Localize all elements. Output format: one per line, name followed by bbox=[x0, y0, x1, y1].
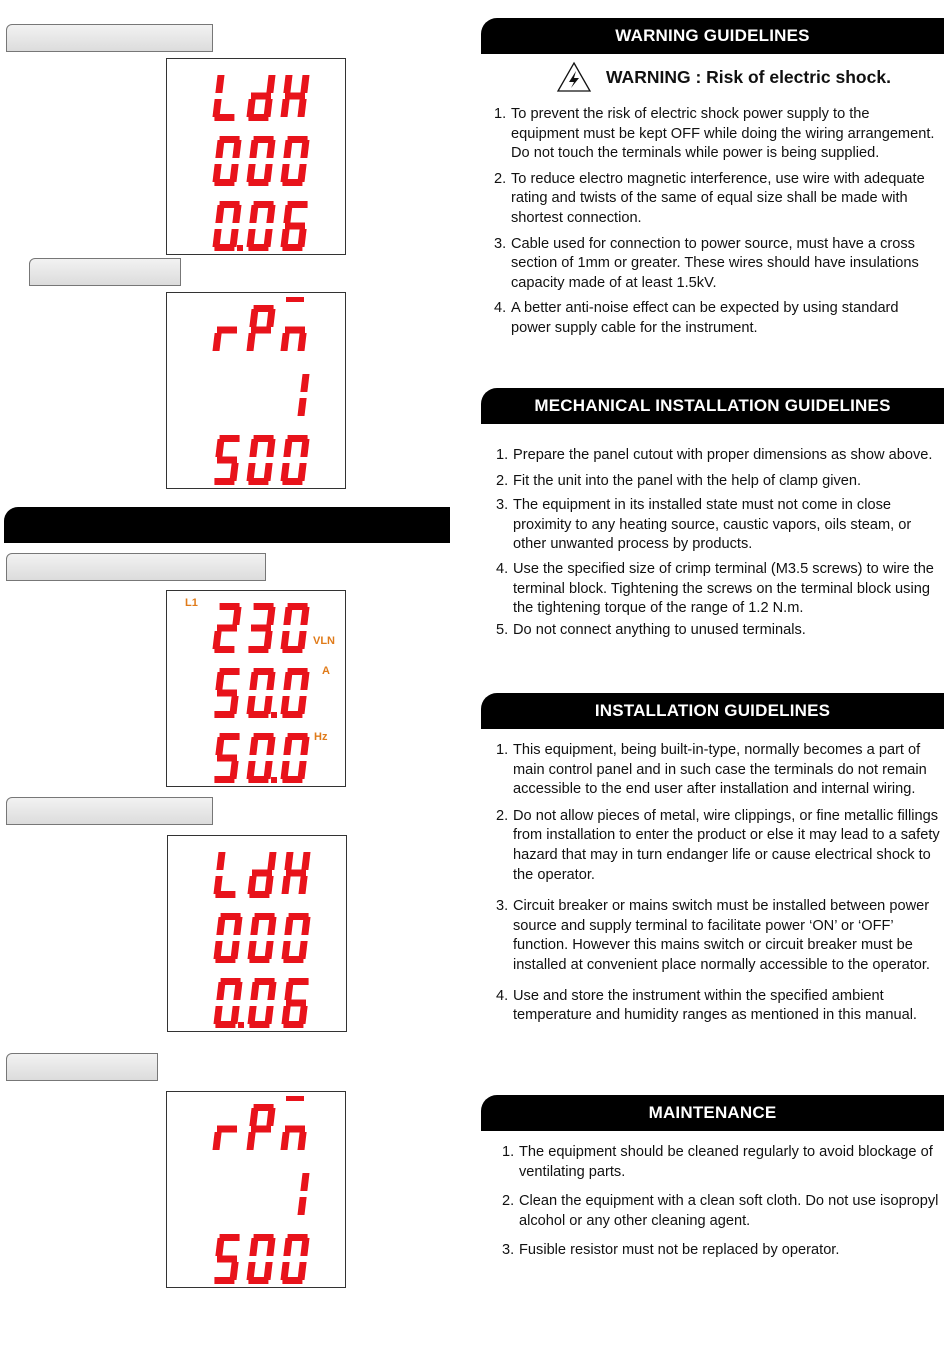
lcd-segment bbox=[249, 672, 258, 690]
mechanical-list bbox=[496, 446, 941, 646]
list-item: 4. Use and store the instrument within the specified ambient temperature and humidity ranges as mentioned in this manual. bbox=[496, 987, 917, 1024]
lcd-segment bbox=[285, 93, 305, 100]
warning-guidelines-header: WARNING GUIDELINES bbox=[481, 18, 944, 54]
lcd-segment bbox=[298, 876, 307, 894]
lcd-segment bbox=[283, 75, 292, 93]
lcd-segment bbox=[249, 1108, 258, 1126]
lcd-segment bbox=[214, 711, 234, 718]
lcd-segment bbox=[249, 737, 258, 755]
list-item: 1. The equipment should be cleaned regularly to avoid blockage of ventilating parts. bbox=[502, 1144, 933, 1180]
lcd-segment bbox=[217, 1126, 237, 1133]
lcd-segment bbox=[212, 333, 221, 351]
lcd-segment bbox=[297, 1132, 306, 1150]
lcd-segment bbox=[251, 327, 271, 334]
lcd-segment bbox=[297, 99, 306, 117]
lcd-segment bbox=[267, 852, 276, 870]
lcd-segment bbox=[249, 205, 258, 223]
lcd-panel-5 bbox=[166, 1091, 346, 1288]
lcd-segment bbox=[281, 876, 290, 894]
lcd-segment bbox=[300, 75, 309, 93]
lcd-panel-3 bbox=[166, 590, 346, 787]
lcd-segment bbox=[217, 690, 237, 697]
lcd-segment bbox=[300, 374, 309, 392]
unit-hz: Hz bbox=[314, 731, 328, 743]
lcd-overline bbox=[286, 297, 304, 302]
lcd-segment bbox=[249, 309, 258, 327]
lcd-segment bbox=[214, 1277, 234, 1284]
lcd-segment bbox=[215, 672, 224, 690]
lcd-segment bbox=[214, 776, 234, 783]
list-item: 3. Cable used for connection to power source, must have a cross section of 1mm or greater. These wires should have insulations capacity made of at least 1.5kV. bbox=[494, 235, 919, 291]
installation-list bbox=[496, 741, 941, 1032]
section-tab-3 bbox=[6, 553, 266, 581]
lcd-segment bbox=[252, 870, 272, 877]
decimal-point bbox=[271, 712, 277, 718]
lcd-segment bbox=[280, 1132, 289, 1150]
list-item: 1. This equipment, being built-in-type, normally becomes a part of main control panel and in such case the terminals do not remain accessible to the end user after installation and internal wiring. bbox=[496, 742, 927, 798]
lcd-segment bbox=[250, 917, 259, 935]
lcd-segment bbox=[280, 99, 289, 117]
list-item: 2. Clean the equipment with a clean soft cloth. Do not use isopropyl alcohol or any other cleaning agent. bbox=[502, 1193, 939, 1229]
lcd-segment bbox=[215, 737, 224, 755]
lcd-segment bbox=[215, 1238, 224, 1256]
lcd-panel-1 bbox=[166, 58, 346, 255]
lcd-segment bbox=[283, 205, 292, 223]
lcd-segment bbox=[297, 229, 306, 247]
list-item: 4. A better anti-noise effect can be expected by using standard power supply cable for the instrument. bbox=[494, 300, 899, 336]
list-item: 2. Fit the unit into the panel with the help of clamp given. bbox=[496, 472, 862, 489]
decimal-point bbox=[237, 245, 243, 251]
shock-warning-text: WARNING : Risk of electric shock. bbox=[606, 66, 891, 87]
lcd-segment bbox=[217, 755, 237, 762]
lcd-digits bbox=[167, 293, 347, 490]
lcd-segment bbox=[216, 852, 225, 870]
lcd-digits bbox=[167, 59, 347, 256]
lcd-segment bbox=[298, 1006, 307, 1024]
lcd-segment bbox=[215, 75, 224, 93]
section-header-bar bbox=[4, 507, 450, 543]
lcd-segment bbox=[249, 140, 258, 158]
list-item: 3. The equipment in its installed state must not come in close proximity to any heating source, caustic vapors, oils steam, or other unwanted process by products. bbox=[496, 497, 912, 553]
lcd-segment bbox=[284, 852, 293, 870]
lcd-overline bbox=[286, 1096, 304, 1101]
lcd-segment bbox=[301, 852, 310, 870]
lcd-segment bbox=[297, 333, 306, 351]
list-item: 3. Circuit breaker or mains switch must be installed between power source and supply terminal to facilitate power ‘ON’ or ‘OFF’ function. However this mains switch or circuit breaker must be installed at convenient place normally accessible to the operator. bbox=[496, 898, 930, 973]
list-item: 1. To prevent the risk of electric shock power supply to the equipment must be kept OFF while doing the wiring arrangement. Do not touch the terminals while power is being supplied. bbox=[494, 106, 935, 162]
lcd-segment bbox=[217, 457, 237, 464]
phase-label: L1 bbox=[185, 597, 198, 609]
maintenance-header: MAINTENANCE bbox=[481, 1095, 944, 1131]
lcd-segment bbox=[286, 1000, 306, 1007]
section-tab-4 bbox=[6, 797, 213, 825]
lcd-segment bbox=[285, 223, 305, 230]
shock-warning bbox=[556, 60, 891, 94]
lcd-segment bbox=[215, 205, 224, 223]
lcd-segment bbox=[251, 625, 271, 632]
unit-vln: VLN bbox=[313, 635, 335, 647]
lcd-segment bbox=[216, 917, 225, 935]
lcd-segment bbox=[251, 1126, 271, 1133]
electric-shock-icon bbox=[556, 61, 592, 93]
lcd-panel-4 bbox=[167, 835, 347, 1032]
lcd-segment bbox=[249, 439, 258, 457]
lcd-segment bbox=[251, 93, 271, 100]
decimal-point bbox=[238, 1022, 244, 1028]
list-item: 4. Use the specified size of crimp terminal (M3.5 screws) to wire the terminal block. Tightening the screws on the terminal block using the tightening torque of the range of 1.2 N.m. bbox=[496, 560, 934, 617]
lcd-segment bbox=[215, 140, 224, 158]
lcd-segment bbox=[283, 672, 292, 690]
lcd-segment bbox=[215, 891, 235, 898]
warning-list bbox=[494, 105, 939, 345]
lcd-digits bbox=[167, 1092, 347, 1289]
lcd-segment bbox=[283, 439, 292, 457]
decimal-point bbox=[271, 777, 277, 783]
lcd-segment bbox=[283, 607, 292, 625]
maintenance-list bbox=[502, 1143, 942, 1267]
lcd-segment bbox=[283, 1238, 292, 1256]
lcd-panel-2 bbox=[166, 292, 346, 489]
lcd-segment bbox=[285, 1126, 305, 1133]
lcd-segment bbox=[212, 1132, 221, 1150]
lcd-segment bbox=[280, 333, 289, 351]
lcd-segment bbox=[250, 982, 259, 1000]
lcd-segment bbox=[266, 75, 275, 93]
lcd-segment bbox=[284, 982, 293, 1000]
lcd-segment bbox=[248, 646, 268, 653]
lcd-segment bbox=[249, 1238, 258, 1256]
lcd-segment bbox=[217, 1256, 237, 1263]
lcd-segment bbox=[214, 646, 234, 653]
installation-guidelines-header: INSTALLATION GUIDELINES bbox=[481, 693, 944, 729]
lcd-segment bbox=[215, 439, 224, 457]
list-item: 2. To reduce electro magnetic interference, use wire with adequate rating and twists of the same of equal size shall be made with shortest connection. bbox=[494, 170, 925, 226]
lcd-segment bbox=[300, 1173, 309, 1191]
list-item: 1. Prepare the panel cutout with proper dimensions as show above. bbox=[496, 447, 933, 463]
lcd-segment bbox=[216, 982, 225, 1000]
mechanical-installation-header: MECHANICAL INSTALLATION GUIDELINES bbox=[481, 388, 944, 424]
lcd-segment bbox=[283, 140, 292, 158]
list-item: 3. Fusible resistor must not be replaced by operator. bbox=[502, 1242, 840, 1259]
lcd-segment bbox=[246, 333, 255, 351]
lcd-segment bbox=[286, 870, 306, 877]
section-tab-2 bbox=[29, 258, 181, 286]
lcd-segment bbox=[285, 327, 305, 334]
lcd-segment bbox=[297, 1197, 306, 1215]
lcd-segment bbox=[297, 398, 306, 416]
lcd-digits bbox=[168, 836, 348, 1033]
lcd-segment bbox=[217, 625, 237, 632]
lcd-segment bbox=[217, 327, 237, 334]
lcd-segment bbox=[214, 478, 234, 485]
list-item: 5. Do not connect anything to unused terminals. bbox=[496, 621, 806, 638]
lcd-segment bbox=[214, 114, 234, 121]
lcd-segment bbox=[283, 737, 292, 755]
section-tab-5 bbox=[6, 1053, 158, 1081]
lcd-digits bbox=[167, 591, 347, 788]
lcd-segment bbox=[246, 1132, 255, 1150]
list-item: 2. Do not allow pieces of metal, wire clippings, or fine metallic fillings from installation to enter the product or else it may lead to a safety hazard that may in turn endanger life or cause electrical shock to the operator. bbox=[496, 807, 940, 883]
lcd-segment bbox=[284, 917, 293, 935]
section-tab-1 bbox=[6, 24, 213, 52]
unit-amps: A bbox=[322, 665, 330, 677]
